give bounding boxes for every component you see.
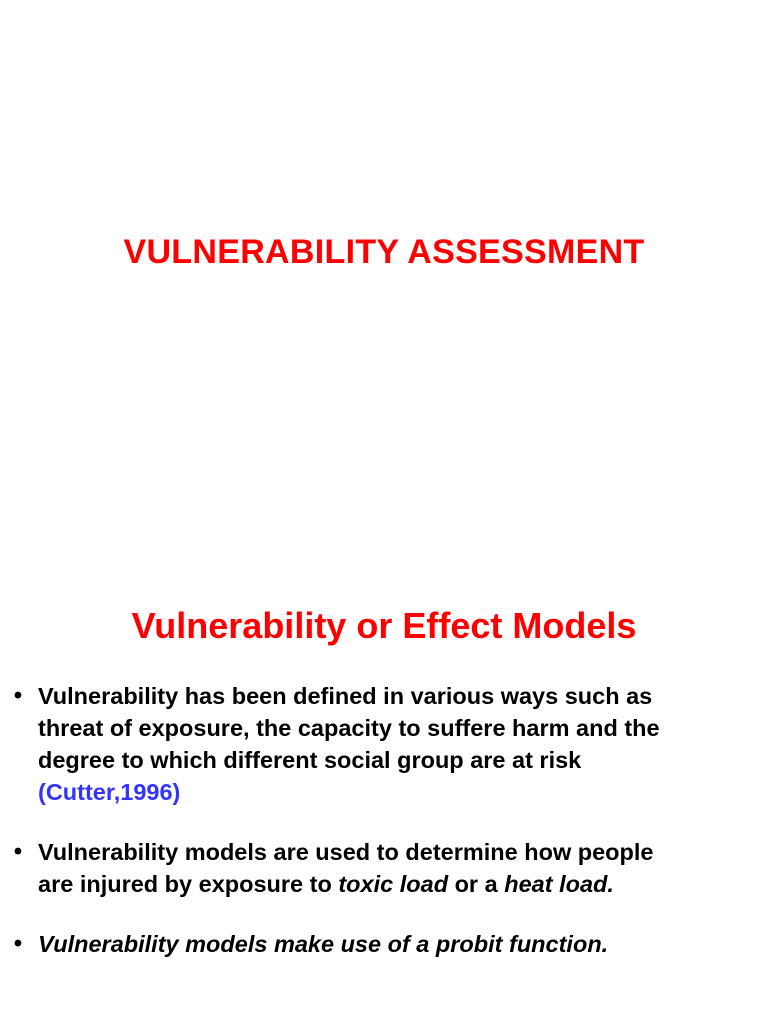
bullet-list <box>6 680 758 960</box>
bullet-2-connector: or a <box>448 871 505 897</box>
bullet-1-line-3: degree to which different social group are at risk <box>38 747 582 773</box>
slide-1-title: VULNERABILITY ASSESSMENT <box>123 233 645 271</box>
slide-2 <box>0 512 768 1024</box>
citation: (Cutter,1996) <box>38 779 181 805</box>
toxic-load-term: toxic load <box>338 871 449 897</box>
bullet-definition <box>6 680 758 808</box>
bullet-marker: • <box>13 930 23 957</box>
heat-load-term: heat load. <box>504 871 614 897</box>
bullet-1-line-1: Vulnerability has been defined in various ways such as <box>38 683 653 709</box>
bullet-2-text: are injured by exposure to <box>38 871 339 897</box>
bullet-marker: • <box>13 682 23 709</box>
bullet-usage <box>6 836 758 900</box>
bullet-1-line-2: threat of exposure, the capacity to suffere harm and the <box>38 715 660 741</box>
bullet-2-line-1: Vulnerability models are used to determine how people <box>38 839 654 865</box>
bullet-probit <box>6 928 758 960</box>
bullet-3-text: Vulnerability models make use of a probit function. <box>38 931 609 957</box>
slide-2-title: Vulnerability or Effect Models <box>131 605 637 646</box>
bullet-marker: • <box>13 838 23 865</box>
